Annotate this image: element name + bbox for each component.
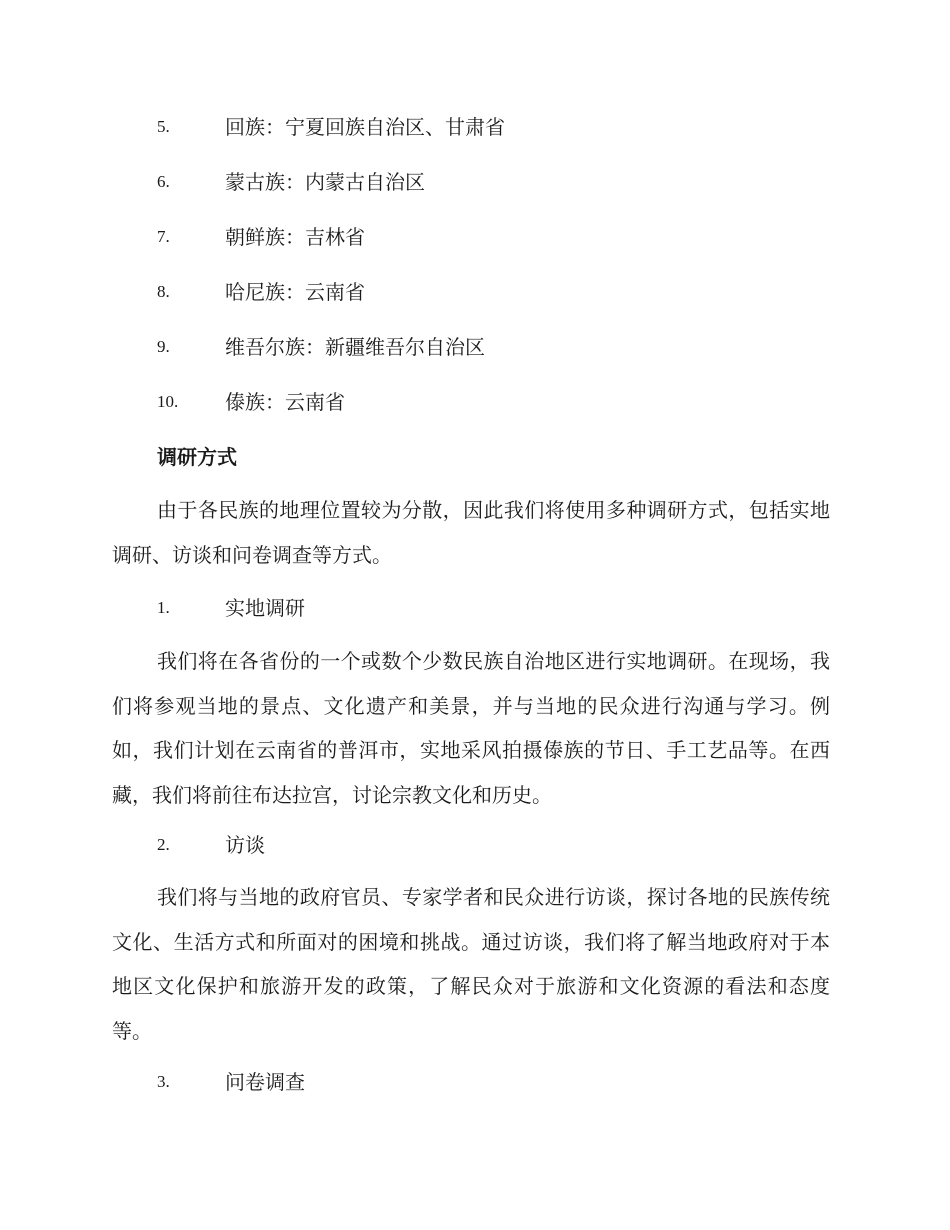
method-title: 实地调研 bbox=[225, 596, 305, 620]
list-number: 8. bbox=[157, 282, 170, 301]
list-text: 维吾尔族：新疆维吾尔自治区 bbox=[225, 335, 485, 359]
method-title: 访谈 bbox=[225, 833, 265, 857]
list-text: 哈尼族：云南省 bbox=[225, 280, 365, 304]
list-text: 朝鲜族：吉林省 bbox=[225, 225, 365, 249]
method-description: 我们将与当地的政府官员、专家学者和民众进行访谈，探讨各地的民族传统文化、生活方式和所面对的困境和挑战。通过访谈，我们将了解当地政府对于本地区文化保护和旅游开发的政策，了解民众对于旅游和文化资源的看法和态度等。 bbox=[112, 885, 830, 1043]
list-text: 傣族：云南省 bbox=[225, 390, 345, 414]
list-number: 5. bbox=[157, 117, 170, 136]
method-description: 我们将在各省份的一个或数个少数民族自治地区进行实地调研。在现场，我们将参观当地的景点、文化遗产和美景，并与当地的民众进行沟通与学习。例如，我们计划在云南省的普洱市，实地采风拍摄傣族的节日、手工艺品等。在西藏，我们将前往布达拉宫，讨论宗教文化和历史。 bbox=[112, 649, 830, 807]
section-heading: 调研方式 bbox=[157, 445, 237, 469]
method-title: 问卷调查 bbox=[225, 1070, 305, 1094]
list-number: 10. bbox=[157, 392, 179, 411]
list-text: 蒙古族：内蒙古自治区 bbox=[225, 170, 425, 194]
list-number: 7. bbox=[157, 227, 170, 246]
list-number: 9. bbox=[157, 337, 170, 356]
list-number: 1. bbox=[157, 598, 170, 617]
list-number: 6. bbox=[157, 172, 170, 191]
list-number: 3. bbox=[157, 1072, 170, 1091]
list-text: 回族：宁夏回族自治区、甘肃省 bbox=[225, 115, 505, 139]
list-number: 2. bbox=[157, 835, 170, 854]
intro-paragraph: 由于各民族的地理位置较为分散，因此我们将使用多种调研方式，包括实地调研、访谈和问卷调查等方式。 bbox=[112, 498, 830, 567]
